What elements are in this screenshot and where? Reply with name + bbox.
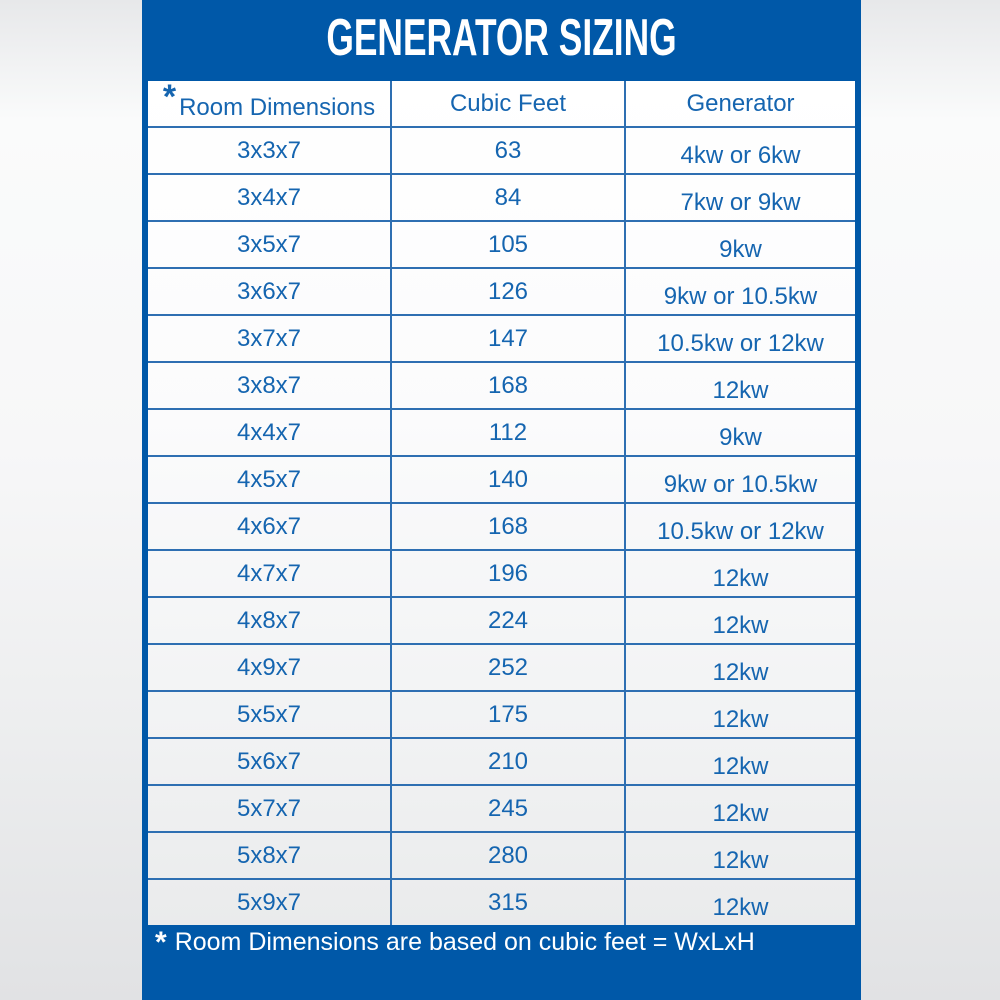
cubic-feet-cell: 140 [391,456,625,503]
table-body [148,127,855,925]
cubic-feet-cell: 315 [391,879,625,925]
generator-cell: 12kw [625,550,855,597]
cubic-feet-cell: 63 [391,127,625,174]
room-dimensions-cell: 5x9x7 [148,879,391,925]
table-row [148,832,855,879]
table-row [148,409,855,456]
cubic-feet-cell: 245 [391,785,625,832]
generator-cell: 12kw [625,691,855,738]
cubic-feet-cell: 175 [391,691,625,738]
cubic-feet-cell: 147 [391,315,625,362]
table-row [148,785,855,832]
table-header [148,77,855,127]
cubic-feet-cell: 210 [391,738,625,785]
room-dimensions-cell: 3x5x7 [148,221,391,268]
generator-cell: 12kw [625,362,855,409]
footnote-text: Room Dimensions are based on cubic feet = WxLxH [174,928,755,956]
cubic-feet-cell: 280 [391,832,625,879]
generator-cell: 9kw [625,221,855,268]
room-dimensions-cell: 4x8x7 [148,597,391,644]
table-row [148,456,855,503]
cubic-feet-cell: 168 [391,503,625,550]
cubic-feet-cell: 196 [391,550,625,597]
room-dimensions-cell: 5x8x7 [148,832,391,879]
room-dimensions-cell: 4x9x7 [148,644,391,691]
table-row [148,221,855,268]
table-row [148,315,855,362]
footnote [155,926,755,959]
room-dimensions-cell: 4x7x7 [148,550,391,597]
cubic-feet-cell: 84 [391,174,625,221]
cubic-feet-cell: 105 [391,221,625,268]
cubic-feet-cell: 252 [391,644,625,691]
generator-cell: 7kw or 9kw [625,174,855,221]
header-asterisk-marker: * [162,77,177,116]
generator-cell: 12kw [625,879,855,925]
room-dimensions-cell: 4x6x7 [148,503,391,550]
table-row [148,550,855,597]
generator-cell: 10.5kw or 12kw [625,315,855,362]
column-header-room-dimensions [148,77,391,127]
room-dimensions-cell: 5x5x7 [148,691,391,738]
page-title: GENERATOR SIZING [326,9,677,67]
room-dimensions-cell: 5x7x7 [148,785,391,832]
table-row [148,738,855,785]
table-row [148,691,855,738]
generator-cell: 12kw [625,785,855,832]
generator-cell: 4kw or 6kw [625,127,855,174]
generator-cell: 12kw [625,832,855,879]
table-row [148,644,855,691]
generator-cell: 9kw or 10.5kw [625,268,855,315]
cubic-feet-cell: 112 [391,409,625,456]
cubic-feet-cell: 168 [391,362,625,409]
generator-cell: 10.5kw or 12kw [625,503,855,550]
generator-sizing-panel [142,0,861,1000]
table-row [148,597,855,644]
room-dimensions-cell: 4x4x7 [148,409,391,456]
room-dimensions-cell: 3x3x7 [148,127,391,174]
generator-cell: 12kw [625,597,855,644]
table-header-row [148,81,855,127]
room-dimensions-cell: 3x6x7 [148,268,391,315]
room-dimensions-cell: 5x6x7 [148,738,391,785]
generator-cell: 9kw [625,409,855,456]
table-row [148,127,855,174]
room-dimensions-cell: 4x5x7 [148,456,391,503]
generator-cell: 12kw [625,738,855,785]
generator-cell: 9kw or 10.5kw [625,456,855,503]
room-dimensions-cell: 3x8x7 [148,362,391,409]
room-dimensions-cell: 3x4x7 [148,174,391,221]
table-row [148,362,855,409]
footnote-asterisk-marker: * [155,926,167,959]
generator-sizing-table [148,77,855,925]
column-header-cubic-feet: Cubic Feet [391,81,625,127]
column-header-generator: Generator [625,81,855,127]
table-row [148,174,855,221]
column-header-room-dimensions-label: Room Dimensions [179,93,376,121]
table-row [148,503,855,550]
table-row [148,268,855,315]
table-row [148,879,855,925]
room-dimensions-cell: 3x7x7 [148,315,391,362]
cubic-feet-cell: 126 [391,268,625,315]
cubic-feet-cell: 224 [391,597,625,644]
generator-cell: 12kw [625,644,855,691]
